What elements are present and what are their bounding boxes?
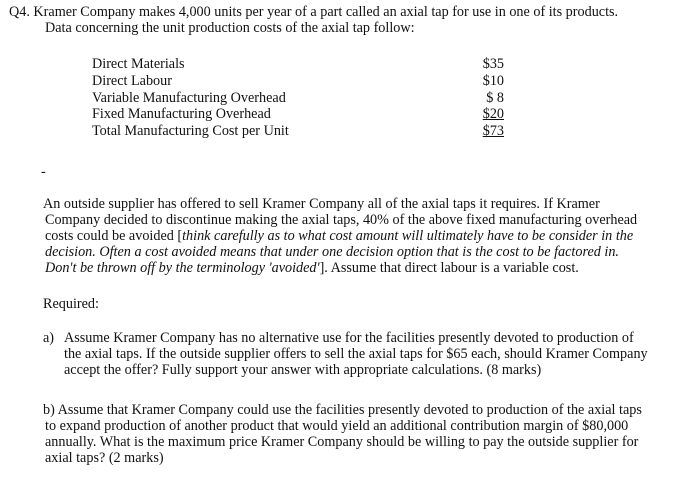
scenario-line: An outside supplier has offered to sell Kramer Company all of the axial taps it requires. If Kramer [43,196,600,212]
required-heading: Required: [43,296,99,312]
cost-label: Direct Labour [92,72,172,89]
part-a-line: Assume Kramer Company has no alternative use for the facilities presently devoted to production of [64,330,634,346]
cost-amount: $10 [482,72,504,89]
unit-cost-table [92,56,504,140]
part-a-line: accept the offer? Fully support your answer with appropriate calculations. (8 marks) [64,362,542,378]
cost-row-total [92,123,504,140]
part-a-marker: a) [43,330,55,346]
scenario-line [43,244,668,260]
cost-amount: $35 [482,56,504,72]
cost-row-direct-labour [92,73,504,90]
part-b-question [43,402,673,466]
question-line-2: Data concerning the unit production costs of the axial tap follow: [45,20,415,36]
scenario-paragraph [43,196,668,276]
cost-amount: $73 [482,123,504,140]
scenario-text: ]. Assume that direct labour is a variable cost. [319,260,579,276]
question-header [9,4,679,36]
dash-marker: - [41,164,46,180]
cost-amount: $20 [482,106,504,123]
cost-label: Variable Manufacturing Overhead [92,89,286,106]
part-a-body [43,330,673,378]
part-b-line: to expand production of another product that would yield an additional contribution margin of $80,000 [45,418,629,434]
cost-label: Fixed Manufacturing Overhead [92,106,271,123]
cost-row-fixed-overhead [92,106,504,123]
cost-label: Total Manufacturing Cost per Unit [92,123,289,140]
part-b-line: axial taps? (2 marks) [45,450,164,466]
question-line-1: Q4. Kramer Company makes 4,000 units per year of a part called an axial tap for use in one of its products. [9,4,619,20]
part-a-question [43,330,673,378]
scenario-italic-text: think carefully as to what cost amount will ultimately have to be consider in the [182,228,634,244]
scenario-italic-text: decision. Often a cost avoided means that under one decision option that is the cost to be factored in. [45,244,619,260]
scenario-italic-text: Don't be thrown off by the terminology 'avoided' [45,260,320,276]
scenario-line [43,228,668,244]
cost-row-variable-overhead [92,90,504,107]
part-b-line: annually. What is the maximum price Kramer Company should be willing to pay the outside supplier for [45,434,639,450]
cost-label: Direct Materials [92,56,185,72]
scenario-line [43,260,668,276]
part-b-line: b) Assume that Kramer Company could use the facilities presently devoted to production of the axial taps [43,402,642,418]
cost-row-direct-materials [92,56,504,73]
scenario-line: Company decided to discontinue making the axial taps, 40% of the above fixed manufacturing overhead [45,212,638,228]
cost-amount: $ 8 [486,89,504,106]
scenario-text: costs could be avoided [ [45,228,183,244]
part-a-line: the axial taps. If the outside supplier offers to sell the axial taps for $65 each, should Kramer Company [64,346,648,362]
